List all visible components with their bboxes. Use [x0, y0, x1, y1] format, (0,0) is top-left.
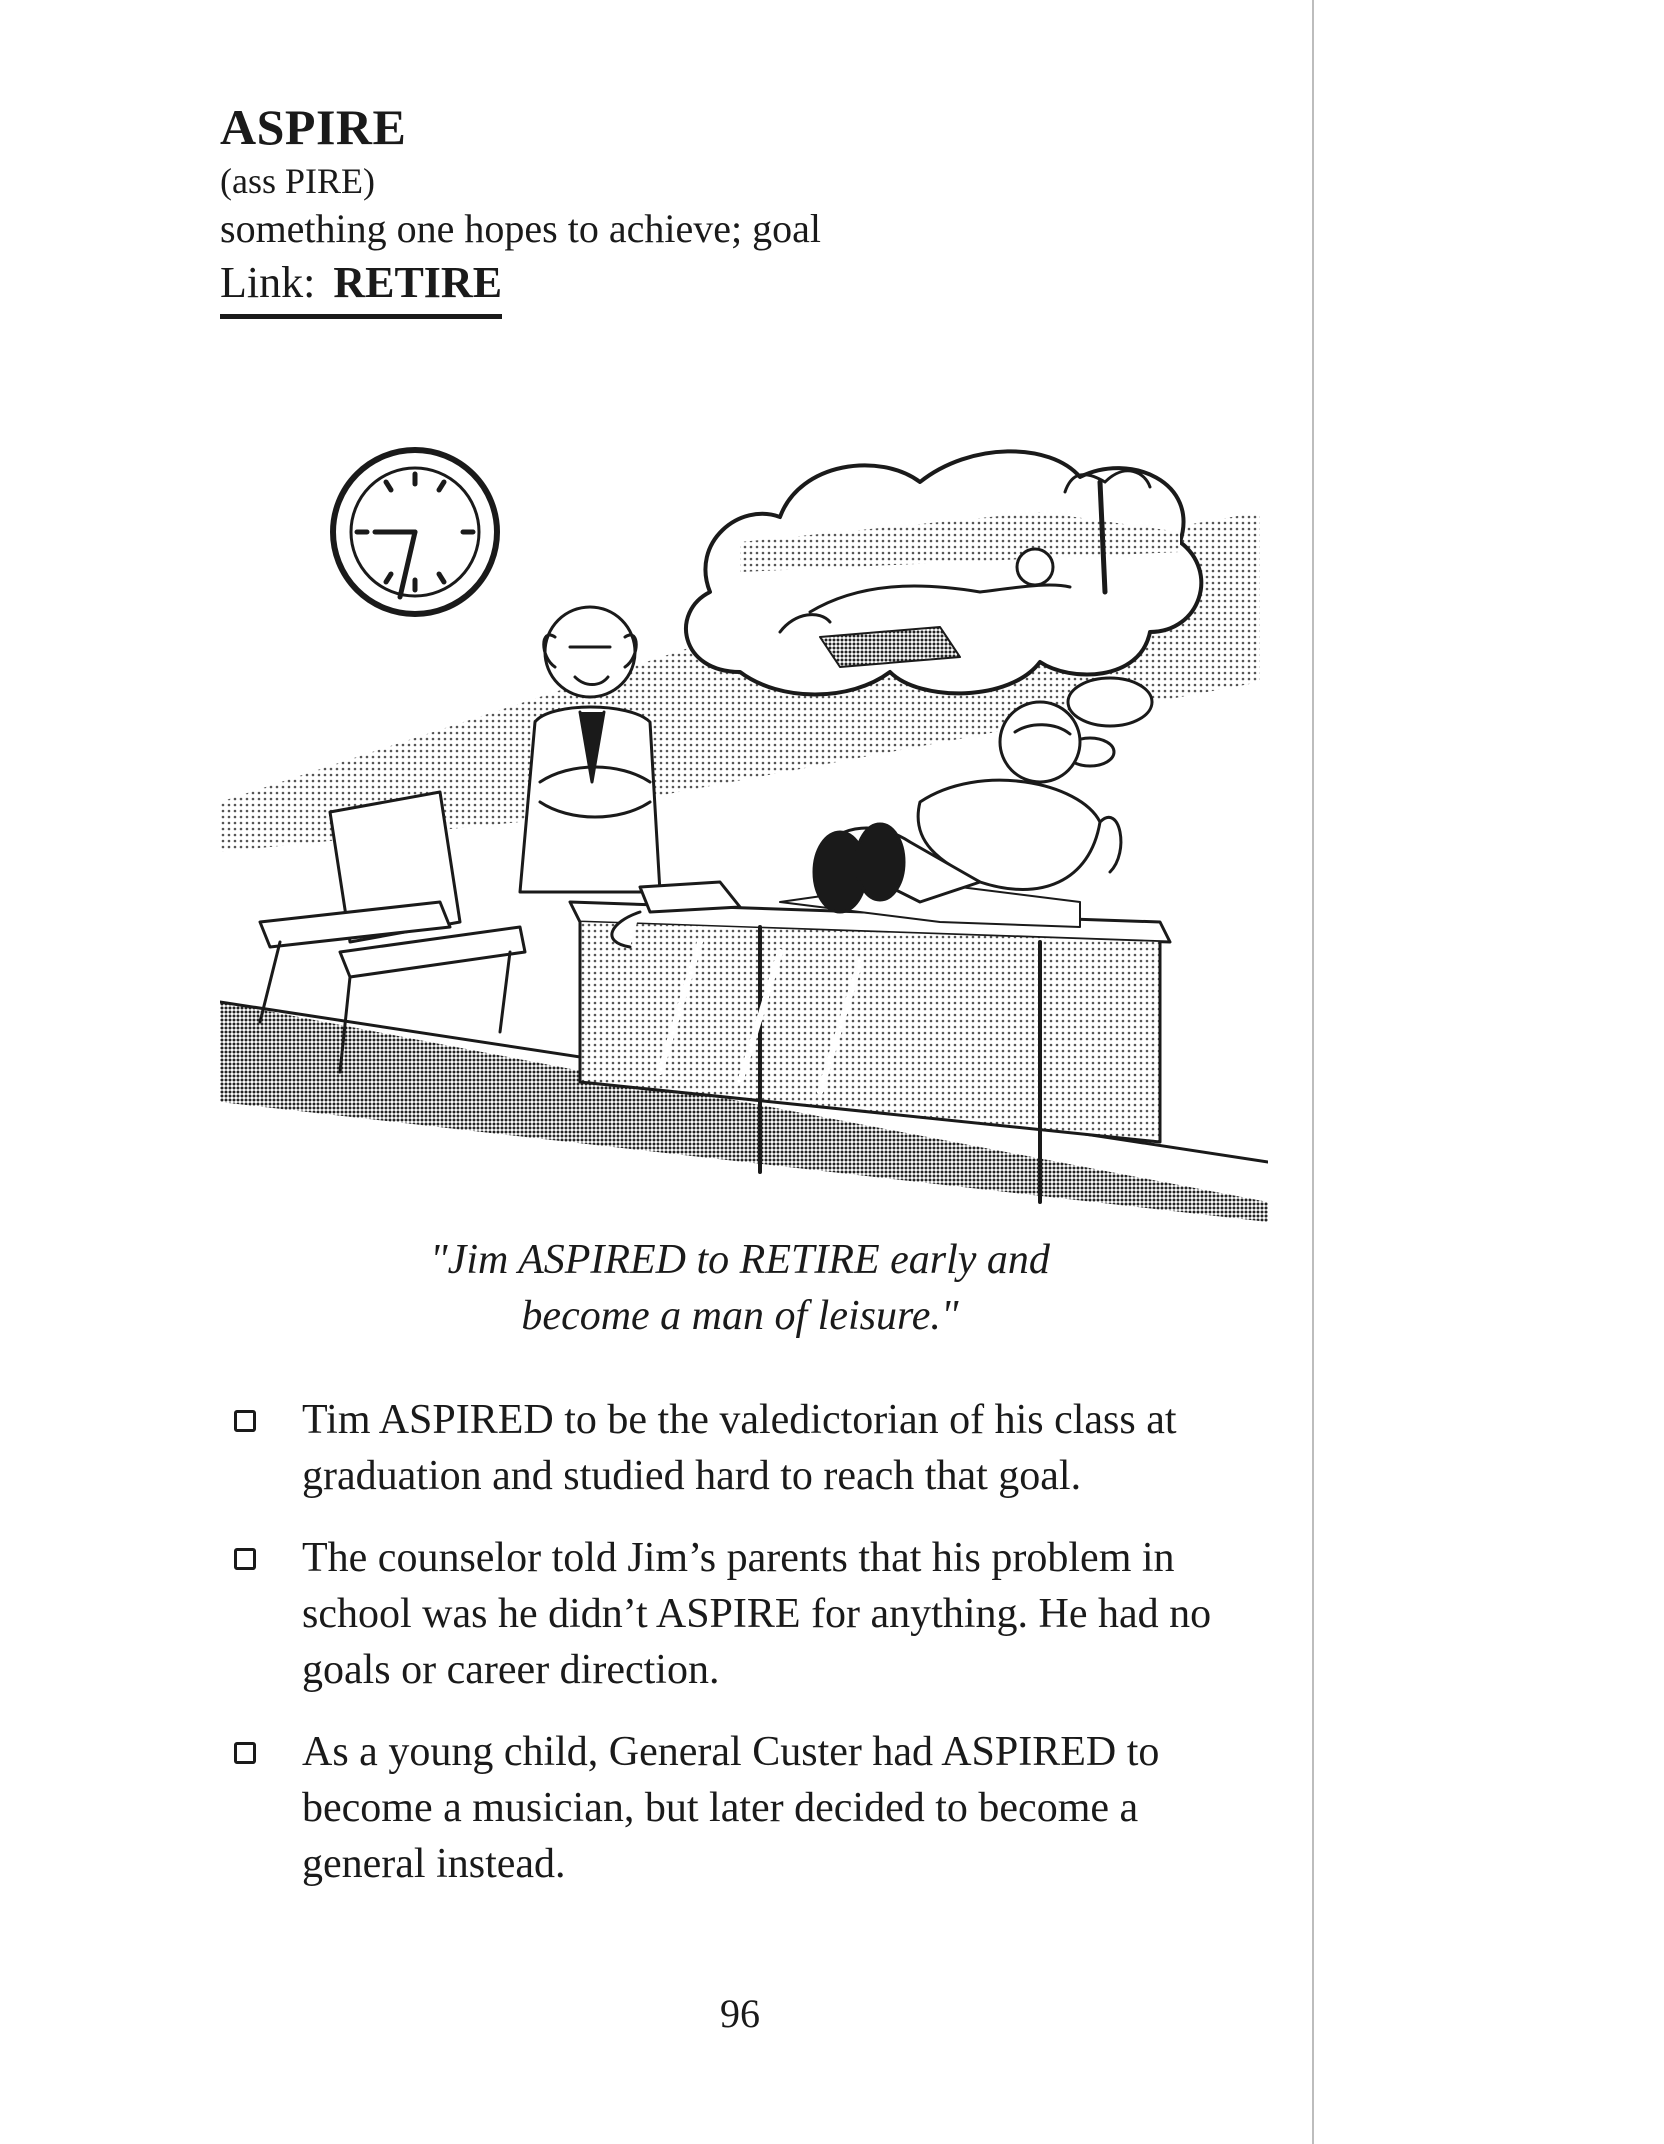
example-list	[230, 1392, 1270, 1918]
boss-figure-icon	[520, 607, 660, 892]
example-text: As a young child, General Custer had ASPIRED to become a musician, but later decided to become a general instead.	[302, 1729, 1160, 1887]
entry-pronunciation: (ass PIRE)	[220, 161, 375, 201]
checkbox-icon[interactable]	[234, 1410, 256, 1432]
example-item	[230, 1530, 1270, 1698]
wall-clock-icon	[333, 450, 497, 614]
checkbox-icon[interactable]	[234, 1548, 256, 1570]
illustration-caption	[300, 1232, 1180, 1344]
cartoon-illustration	[220, 382, 1268, 1222]
example-text: The counselor told Jim’s parents that his problem in school was he didn’t ASPIRE for anything. He had no goals or career direction.	[302, 1535, 1212, 1693]
example-item	[230, 1392, 1270, 1504]
link-label: Link:	[220, 258, 316, 307]
entry-definition: something one hopes to achieve; goal	[220, 206, 821, 251]
checkbox-icon[interactable]	[234, 1742, 256, 1764]
entry-header	[220, 96, 1220, 319]
entry-word: ASPIRE	[220, 99, 407, 155]
example-text: Tim ASPIRED to be the valedictorian of his class at graduation and studied hard to reach that goal.	[302, 1397, 1177, 1499]
entry-link	[220, 254, 502, 319]
caption-line-2: become a man of leisure."	[521, 1293, 959, 1339]
link-word: RETIRE	[333, 258, 503, 307]
page-number: 96	[720, 1991, 760, 2036]
caption-line-1: "Jim ASPIRED to RETIRE early and	[430, 1237, 1050, 1283]
example-item	[230, 1724, 1270, 1892]
page-gutter-line	[1312, 0, 1314, 2144]
